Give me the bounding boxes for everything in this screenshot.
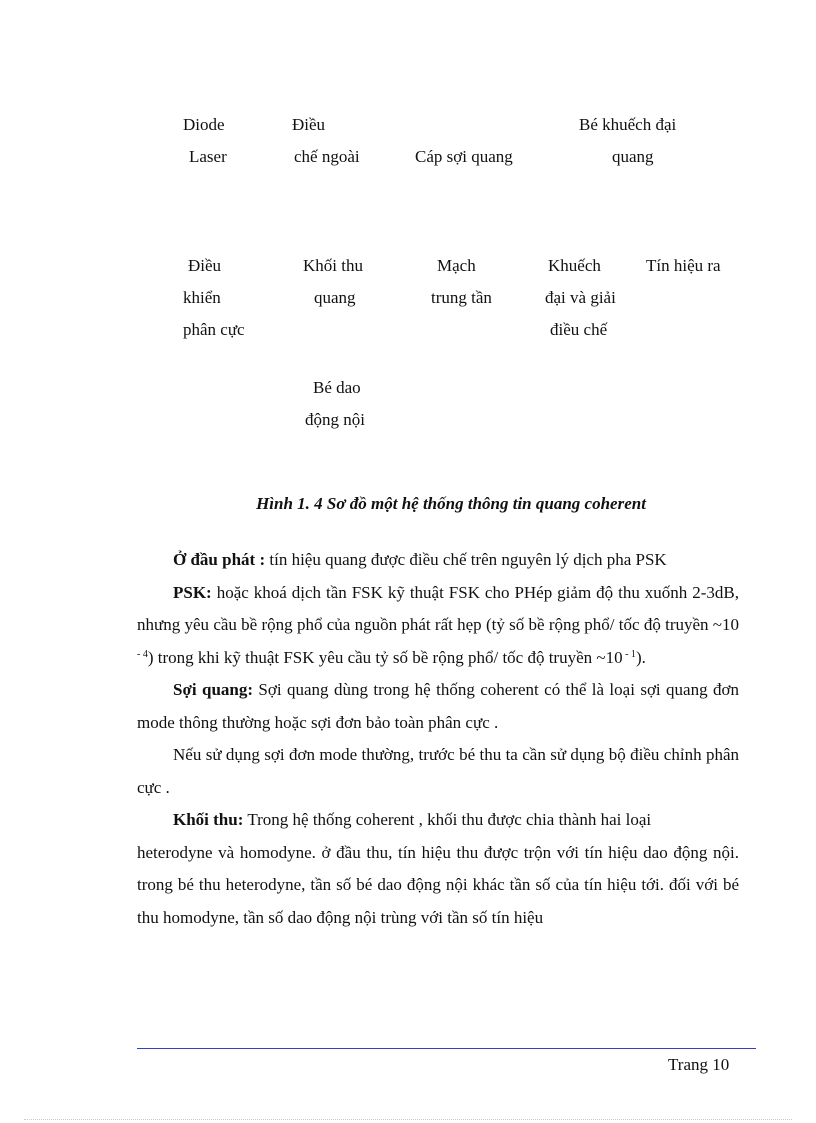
label-amp-demod-line3: điều chế	[550, 320, 608, 339]
label-diode-laser-line1: Diode	[183, 115, 225, 134]
label-polarization-control-line1: Điều	[188, 256, 222, 275]
paragraph-transmitter	[137, 544, 739, 577]
term-receiver: Khối thu:	[173, 810, 244, 829]
superscript-exponent-b: - 1	[622, 648, 636, 660]
paragraph-single-mode: Nếu sử dụng sợi đơn mode thường, trước bé thu ta cần sử dụng bộ điều chỉnh phân cực .	[137, 745, 739, 797]
label-optical-amplifier-line2: quang	[612, 147, 654, 166]
label-modulator-line1: Điều	[292, 115, 326, 134]
paragraph-fiber-text: Sợi quang dùng trong hệ thống coherent có thể là loại sợi quang đơn mode thông thường hoặc sợi đơn bảo toàn phân cực .	[137, 680, 739, 732]
label-if-circuit-line2: trung tần	[431, 288, 492, 307]
paragraph-psk	[137, 577, 739, 675]
paragraph-fiber	[137, 674, 739, 739]
footer-divider	[137, 1048, 756, 1049]
label-polarization-control-line3: phân cực	[183, 320, 245, 339]
figure-caption: Hình 1. 4 Sơ đồ một hệ thống thông tin quang coherent	[256, 494, 646, 513]
body-text	[137, 544, 739, 934]
term-transmitter: Ở đầu phát :	[173, 550, 266, 569]
label-diode-laser-line2: Laser	[189, 147, 227, 166]
paragraph-receiver-detail: heterodyne và homodyne. ở đầu thu, tín hiệu thu được trộn với tín hiệu dao động nội. trong bé thu heterodyne, tần số bé dao động nội khác tần số của tín hiệu tới. đối với bé thu homodyne, tần số dao động nội trùng với tần số tín hiệu	[137, 842, 739, 927]
paragraph-receiver-intro	[137, 804, 739, 837]
label-local-oscillator-line2: động nội	[305, 410, 365, 429]
superscript-exponent-a: - 4	[137, 648, 148, 660]
label-local-oscillator-line1: Bé dao	[313, 378, 361, 397]
paragraph-receiver-text-a: Trong hệ thống coherent , khối thu được chia thành hai loại	[243, 810, 652, 829]
paragraph-psk-text-b: ) trong khi kỹ thuật FSK yêu cầu tỷ số bề rộng phổ/ tốc độ truyền ~10	[147, 647, 623, 667]
paragraph-transmitter-text: tín hiệu quang được điều chế trên nguyên lý dịch pha PSK	[265, 550, 667, 569]
label-polarization-control-line2: khiển	[183, 288, 221, 307]
paragraph-psk-text-c: ).	[635, 647, 646, 667]
label-modulator-line2: chế ngoài	[294, 147, 360, 166]
label-if-circuit-line1: Mạch	[437, 256, 476, 275]
page-bottom-border	[24, 1119, 792, 1120]
label-optical-amplifier-line1: Bé khuếch đại	[579, 115, 677, 134]
paragraph-psk-text-a: hoặc khoá dịch tần FSK kỹ thuật FSK cho PHép giảm độ thu xuốnh 2-3dB, nhưng yêu cầu bề rộng phổ của nguồn phát rất hẹp (tỷ số bề rộng phổ/ tốc độ truyền ~10	[137, 582, 739, 634]
term-psk: PSK:	[173, 582, 212, 602]
term-fiber: Sợi quang:	[173, 680, 254, 699]
label-optical-receiver-line2: quang	[314, 288, 356, 307]
label-output-signal: Tín hiệu ra	[646, 256, 721, 275]
label-amp-demod-line1: Khuếch	[548, 256, 601, 275]
label-optical-receiver-line1: Khối thu	[303, 256, 363, 275]
label-amp-demod-line2: đại và giải	[545, 288, 616, 307]
label-fiber-cable: Cáp sợi quang	[415, 147, 513, 166]
page-number: Trang 10	[668, 1055, 730, 1074]
